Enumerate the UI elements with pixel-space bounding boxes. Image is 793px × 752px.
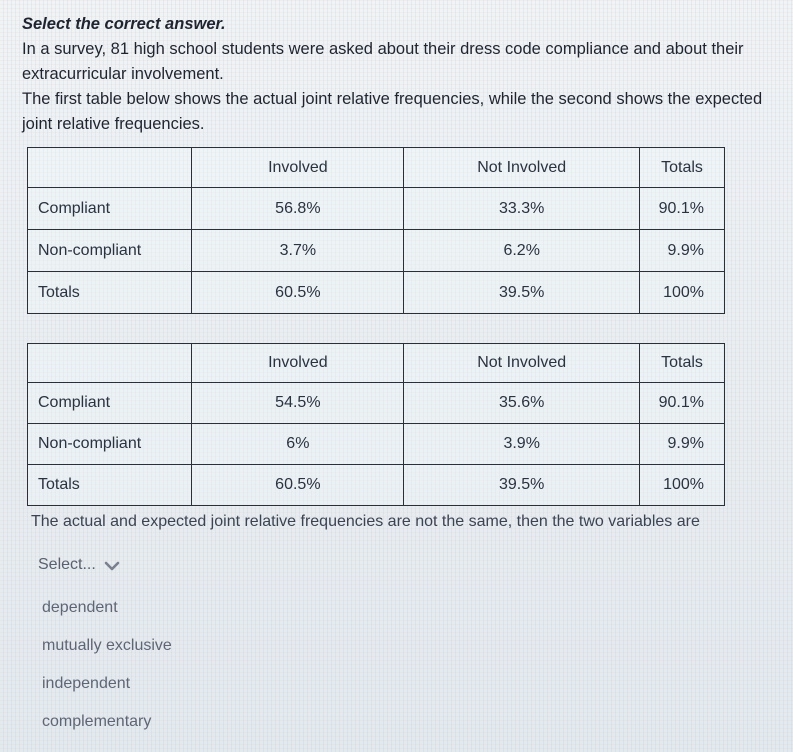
dropdown-option-complementary[interactable]: complementary [42, 713, 152, 730]
row-label: Non-compliant [28, 424, 192, 465]
dropdown-option-independent[interactable]: independent [42, 675, 131, 692]
question-text [22, 12, 777, 137]
table-cell: 3.9% [404, 424, 640, 465]
question-line: In a survey, 81 high school students were asked about their dress code compliance and about their [22, 40, 744, 58]
table-cell: 6.2% [404, 230, 640, 272]
table-row [28, 230, 725, 272]
table-header-row [28, 148, 725, 188]
row-label: Non-compliant [28, 230, 192, 272]
dropdown-options-list [42, 597, 172, 749]
table-cell: 90.1% [640, 188, 725, 230]
table-cell: 60.5% [192, 272, 404, 314]
table-header-cell: Totals [640, 344, 725, 383]
chevron-down-icon[interactable] [104, 559, 120, 571]
table-cell: 39.5% [404, 465, 640, 506]
row-label: Totals [28, 272, 192, 314]
table-cell: 6% [192, 424, 404, 465]
row-label: Compliant [28, 188, 192, 230]
table-cell: 60.5% [192, 465, 404, 506]
table-row [28, 383, 725, 424]
table-cell: 90.1% [640, 383, 725, 424]
row-label: Totals [28, 465, 192, 506]
question-heading: Select the correct answer. [22, 15, 226, 33]
question-line: The first table below shows the actual joint relative frequencies, while the second shows the expected [22, 90, 763, 108]
table-cell: 3.7% [192, 230, 404, 272]
table-header-cell: Not Involved [404, 148, 640, 188]
actual-frequencies-table [27, 147, 725, 314]
answer-dropdown[interactable] [38, 556, 120, 574]
table-cell: 9.9% [640, 424, 725, 465]
table-cell: 33.3% [404, 188, 640, 230]
table-row [28, 272, 725, 314]
table-cell: 100% [640, 272, 725, 314]
question-line: extracurricular involvement. [22, 65, 224, 83]
table-header-cell: Not Involved [404, 344, 640, 383]
table-cell: 56.8% [192, 188, 404, 230]
dropdown-selected-label: Select... [38, 556, 96, 573]
table-cell: 54.5% [192, 383, 404, 424]
table-header-cell [28, 148, 192, 188]
table-row [28, 188, 725, 230]
table-header-cell [28, 344, 192, 383]
dropdown-option-mutually-exclusive[interactable]: mutually exclusive [42, 637, 172, 654]
dropdown-option-dependent[interactable]: dependent [42, 599, 118, 616]
question-line: joint relative frequencies. [22, 115, 205, 133]
expected-frequencies-table [27, 343, 725, 506]
answer-statement: The actual and expected joint relative frequencies are not the same, then the two variables are [31, 513, 700, 530]
table-header-row [28, 344, 725, 383]
table-cell: 39.5% [404, 272, 640, 314]
table-header-cell: Involved [192, 344, 404, 383]
table-cell: 100% [640, 465, 725, 506]
table-row [28, 424, 725, 465]
table-cell: 35.6% [404, 383, 640, 424]
table-header-cell: Involved [192, 148, 404, 188]
table-cell: 9.9% [640, 230, 725, 272]
table-header-cell: Totals [640, 148, 725, 188]
table-row [28, 465, 725, 506]
row-label: Compliant [28, 383, 192, 424]
